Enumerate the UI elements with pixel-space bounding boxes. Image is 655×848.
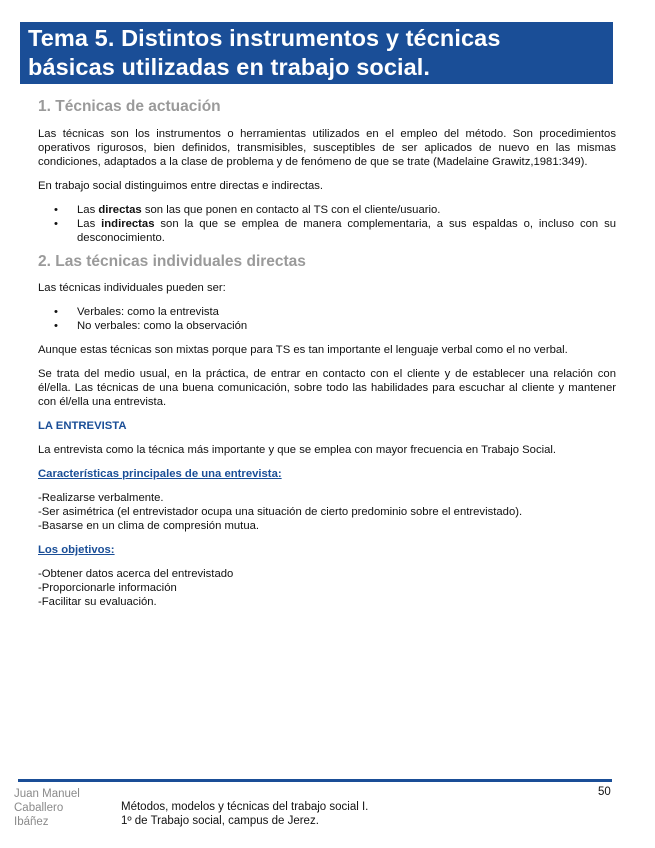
list-item: -Obtener datos acerca del entrevistado: [38, 568, 234, 580]
section-2-intro: Las técnicas individuales pueden ser:: [38, 282, 226, 294]
section-2-paragraph-1: Aunque estas técnicas son mixtas porque para TS es tan importante el lenguaje verbal como el no verbal.: [38, 344, 568, 356]
section-1-paragraph-2: En trabajo social distinguimos entre directas e indirectas.: [38, 180, 324, 192]
list-item: -Realizarse verbalmente.: [38, 492, 164, 504]
author-line: Juan Manuel: [14, 788, 80, 800]
page-title-line-1: Tema 5. Distintos instrumentos y técnicas: [28, 25, 501, 51]
objectives-list: [38, 567, 616, 609]
author-line: Caballero: [14, 802, 64, 814]
interview-paragraph: La entrevista como la técnica más importante y que se emplea con mayor frecuencia en Trabajo Social.: [38, 444, 557, 456]
list-item: -Ser asimétrica (el entrevistador ocupa una situación de cierto predominio sobre el entrevistado).: [38, 506, 523, 518]
footer-author: [14, 787, 80, 829]
footer-course: [121, 800, 368, 828]
list-item: -Facilitar su evaluación.: [38, 596, 157, 608]
technique-types-list: [38, 203, 616, 245]
individual-techniques-list: [38, 305, 616, 333]
list-item: -Proporcionarle información: [38, 582, 177, 594]
bullet-prefix: Las: [77, 204, 99, 216]
interview-heading: LA ENTREVISTA: [38, 420, 127, 432]
section-1-paragraph-1: Las técnicas son los instrumentos o herramientas utilizados en el empleo del método. Son procedimientos operativos rigurosos, bien definidos, transmisibles, susceptibles de ser aplicados de nuevo en las mismas condiciones, adaptados a la clase de problema y de fenómeno de que se trate (Madelaine Grawitz,1981:349).: [38, 128, 616, 168]
list-item: -Basarse en un clima de compresión mutua.: [38, 520, 260, 532]
characteristics-heading: Características principales de una entrevista:: [38, 468, 282, 480]
objectives-heading: Los objetivos:: [38, 544, 115, 556]
page-title: [20, 22, 613, 84]
bullet-text: son la que se emplea de manera complementaria, a sus espaldas o, incluso con su desconocimiento.: [77, 218, 617, 244]
section-2-paragraph-2: Se trata del medio usual, en la práctica, de entrar en contacto con el cliente y de establecer una relación con él/ella. Las técnicas de una buena comunicación, sobre todo las habilidades para escuchar al cliente y mantener con él/ella una entrevista.: [38, 368, 616, 408]
list-item: • No verbales: como la observación: [38, 319, 616, 333]
page-number: 50: [598, 786, 611, 798]
section-2-heading: 2. Las técnicas individuales directas: [38, 253, 306, 270]
section-1-heading: 1. Técnicas de actuación: [38, 98, 221, 115]
list-item-directas: [38, 203, 616, 217]
author-line: Ibáñez: [14, 816, 49, 828]
course-line: 1º de Trabajo social, campus de Jerez.: [121, 815, 319, 827]
bullet-text: son las que ponen en contacto al TS con el cliente/usuario.: [141, 204, 441, 216]
characteristics-list: [38, 491, 616, 533]
page-title-line-2: básicas utilizadas en trabajo social.: [28, 54, 431, 80]
footer-divider: [18, 779, 612, 782]
document-body: [38, 97, 616, 609]
list-item: • Verbales: como la entrevista: [38, 305, 616, 319]
bullet-term: directas: [98, 204, 142, 216]
list-item-indirectas: [38, 217, 616, 245]
bullet-prefix: Las: [77, 218, 102, 230]
course-line: Métodos, modelos y técnicas del trabajo social I.: [121, 801, 369, 813]
bullet-term: indirectas: [101, 218, 155, 230]
